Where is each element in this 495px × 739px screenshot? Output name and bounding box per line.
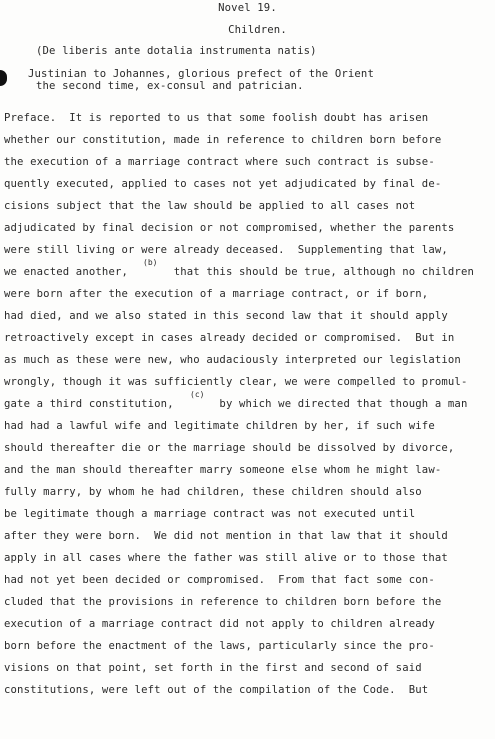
body-line: visions on that point, set forth in the first and second of said (4, 662, 422, 674)
body-line: adjudicated by final decision or not compromised, whether the parents (4, 222, 455, 234)
body-line: born before the enactment of the laws, particularly since the pro- (4, 640, 435, 652)
footnote-mark-b: (b) (143, 258, 158, 267)
body-line: apply in all cases where the father was still alive or to those that (4, 552, 448, 564)
body-line: as much as these were new, who audaciously interpreted our legislation (4, 354, 461, 366)
body-line: gate a third constitution, by which we directed that though a man (4, 398, 468, 410)
address-line-2: the second time, ex-consul and patrician. (36, 80, 304, 92)
body-line: quently executed, applied to cases not yet adjudicated by final de- (4, 178, 442, 190)
body-line: had died, and we also stated in this second law that it should apply (4, 310, 448, 322)
body-line: the execution of a marriage contract where such contract is subse- (4, 156, 435, 168)
body-line: we enacted another, that this should be true, although no children (4, 266, 475, 278)
body-line: had not yet been decided or compromised. From that fact some con- (4, 574, 435, 586)
address-line-1: Justinian to Johannes, glorious prefect of the Orient (28, 68, 374, 80)
latin-subtitle: (De liberis ante dotalia instrumenta natis) (36, 45, 317, 57)
document-title: Children. (228, 24, 287, 36)
body-line: were born after the execution of a marriage contract, or if born, (4, 288, 429, 300)
novel-number: Novel 19. (218, 2, 277, 14)
body-line: Preface. It is reported to us that some foolish doubt has arisen (4, 112, 429, 124)
body-line: wrongly, though it was sufficiently clear, we were compelled to promul- (4, 376, 468, 388)
body-line: whether our constitution, made in reference to children born before (4, 134, 442, 146)
footnote-mark-c: (c) (190, 390, 205, 399)
body-line: retroactively except in cases already decided or compromised. But in (4, 332, 455, 344)
body-line: cisions subject that the law should be applied to all cases not (4, 200, 416, 212)
body-line: be legitimate though a marriage contract was not executed until (4, 508, 416, 520)
body-line: were still living or were already deceased. Supplementing that law, (4, 244, 448, 256)
body-line: execution of a marriage contract did not apply to children already (4, 618, 435, 630)
body-line: after they were born. We did not mention in that law that it should (4, 530, 448, 542)
margin-punch-hole (0, 70, 7, 86)
body-line: cluded that the provisions in reference to children born before the (4, 596, 442, 608)
body-line: should thereafter die or the marriage should be dissolved by divorce, (4, 442, 455, 454)
body-line: fully marry, by whom he had children, these children should also (4, 486, 422, 498)
body-line: had had a lawful wife and legitimate children by her, if such wife (4, 420, 435, 432)
body-line: constitutions, were left out of the compilation of the Code. But (4, 684, 429, 696)
body-line: and the man should thereafter marry someone else whom he might law- (4, 464, 442, 476)
